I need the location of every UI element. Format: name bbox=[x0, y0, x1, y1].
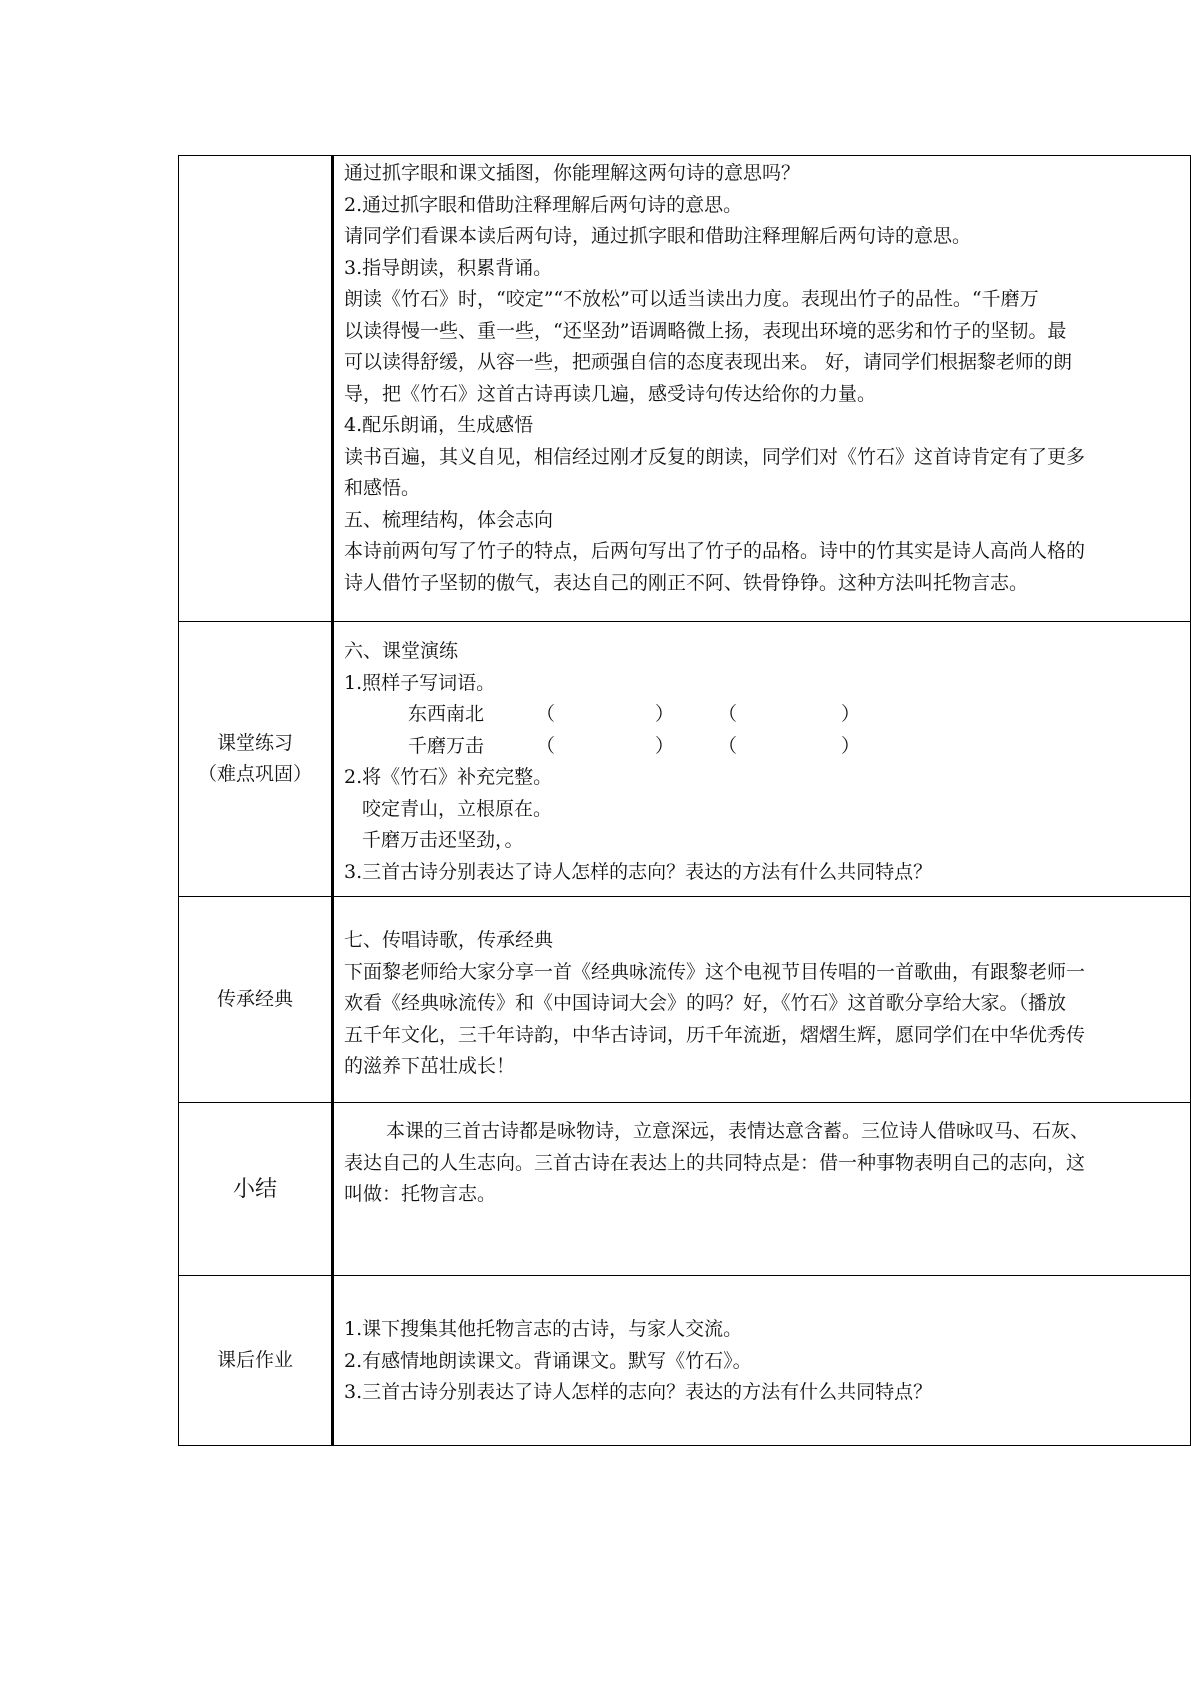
text-line: 欢看《经典咏流传》和《中国诗词大会》的吗？好，《竹石》这首歌分享给大家。（播放 bbox=[344, 992, 1067, 1014]
text-line: 表达自己的人生志向。三首古诗在表达上的共同特点是：借一种事物表明自己的志向，这 bbox=[344, 1151, 1086, 1174]
practice-content bbox=[333, 622, 1191, 897]
table-row-homework bbox=[179, 1276, 1191, 1446]
table-row-classics bbox=[179, 897, 1191, 1103]
question-3: 3.三首古诗分别表达了诗人怎样的志向？表达的方法有什么共同特点？ bbox=[344, 860, 933, 883]
text-line: 五千年文化，三千年诗韵，中华古诗词，历千年流逝，熠熠生辉，愿同学们在中华优秀传 bbox=[344, 1023, 1086, 1046]
question-2: 2.将《竹石》补充完整。 bbox=[344, 766, 553, 788]
table-row-process bbox=[179, 156, 1191, 622]
text-line: 3.指导朗读，积累背诵。 bbox=[344, 256, 553, 279]
poem-line: 咬定青山，立根原在。 bbox=[362, 797, 553, 820]
text-line: 可以读得舒缓，从容一些，把顽强自信的态度表现出来。 好，请同学们根据黎老师的朗 bbox=[344, 351, 1073, 373]
text-line: 通过抓字眼和课文插图，你能理解这两句诗的意思吗？ bbox=[344, 162, 801, 184]
text-line: 的滋养下茁壮成长！ bbox=[344, 1055, 516, 1077]
blank-pair: （ ） （ ） bbox=[536, 734, 861, 757]
text-line: 3.三首古诗分别表达了诗人怎样的志向？表达的方法有什么共同特点？ bbox=[344, 1381, 933, 1403]
word-fill-row bbox=[344, 699, 1190, 731]
process-content bbox=[333, 156, 1191, 622]
poem-line: 千磨万击还坚劲，。 bbox=[362, 829, 524, 851]
table-row-summary bbox=[179, 1103, 1191, 1276]
text-line: 4.配乐朗诵，生成感悟 bbox=[344, 414, 534, 436]
text-line: 导，把《竹石》这首古诗再读几遍，感受诗句传达给你的力量。 bbox=[344, 382, 877, 405]
text-line: 诗人借竹子坚韧的傲气，表达自己的刚正不阿、铁骨铮铮。这种方法叫托物言志。 bbox=[344, 571, 1029, 594]
text-line: 五、梳理结构，体会志向 bbox=[344, 508, 554, 531]
summary-content bbox=[333, 1103, 1191, 1276]
text-line: 本诗前两句写了竹子的特点，后两句写出了竹子的品格。诗中的竹其实是诗人高尚人格的 bbox=[344, 540, 1086, 562]
text-line: 读书百遍，其义自见，相信经过刚才反复的朗读，同学们对《竹石》这首诗肯定有了更多 bbox=[344, 445, 1086, 468]
classics-content bbox=[333, 897, 1191, 1103]
row-label-classics: 传承经典 bbox=[179, 897, 333, 1103]
sample-word: 千磨万击 bbox=[408, 734, 485, 757]
label-line: （难点巩固） bbox=[197, 763, 312, 785]
section-title: 六、课堂演练 bbox=[344, 640, 459, 662]
text-line: 和感悟。 bbox=[344, 477, 421, 499]
row-label-summary: 小结 bbox=[179, 1103, 333, 1276]
text-line: 七、传唱诗歌，传承经典 bbox=[344, 929, 554, 951]
text-line: 下面黎老师给大家分享一首《经典咏流传》这个电视节目传唱的一首歌曲，有跟黎老师一 bbox=[344, 960, 1086, 983]
row-label-homework: 课后作业 bbox=[179, 1276, 333, 1446]
lesson-plan-table bbox=[178, 155, 1191, 1446]
label-line: 课堂练习 bbox=[216, 732, 293, 754]
text-line: 叫做：托物言志。 bbox=[344, 1183, 497, 1205]
text-line: 本课的三首古诗都是咏物诗，立意深远，表情达意含蓄。三位诗人借咏叹马、石灰、 bbox=[386, 1120, 1090, 1142]
blank-pair: （ ） （ ） bbox=[536, 703, 861, 725]
row-label-practice bbox=[179, 622, 333, 897]
text-line: 请同学们看课本读后两句诗，通过抓字眼和借助注释理解后两句诗的意思。 bbox=[344, 225, 972, 247]
question-1: 1.照样子写词语。 bbox=[344, 671, 496, 694]
table-row-practice bbox=[179, 622, 1191, 897]
text-line: 朗读《竹石》时，“咬定”“不放松”可以适当读出力度。表现出竹子的品性。“千磨万 bbox=[344, 288, 1039, 310]
homework-content bbox=[333, 1276, 1191, 1446]
sample-word: 东西南北 bbox=[408, 703, 485, 725]
word-fill-row bbox=[344, 731, 1190, 763]
text-line: 2.通过抓字眼和借助注释理解后两句诗的意思。 bbox=[344, 193, 743, 216]
row-label-empty bbox=[179, 156, 333, 622]
text-line: 2.有感情地朗读课文。背诵课文。默写《竹石》。 bbox=[344, 1349, 752, 1372]
text-line: 以读得慢一些、重一些，“还坚劲”语调略微上扬，表现出环境的恶劣和竹子的坚韧。最 bbox=[344, 319, 1067, 342]
text-line: 1.课下搜集其他托物言志的古诗，与家人交流。 bbox=[344, 1318, 743, 1340]
